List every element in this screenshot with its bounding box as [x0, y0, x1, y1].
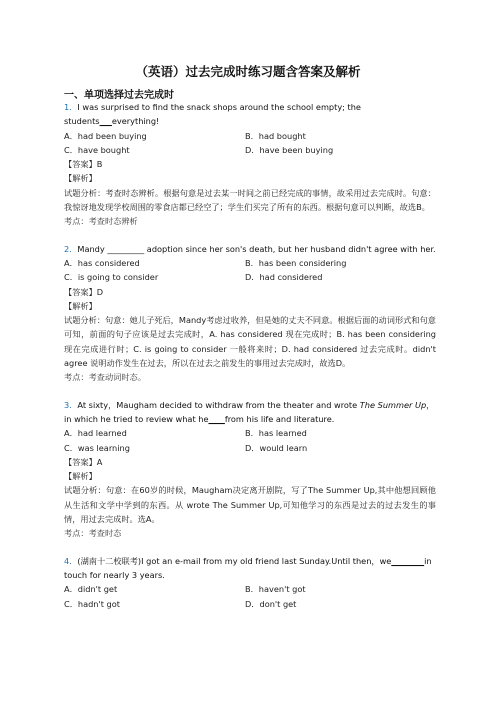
- document-title: （英语）过去完成时练习题含答案及解析: [135, 64, 361, 79]
- option-b: B．had bought: [245, 130, 306, 141]
- stem-text: in touch for nearly 3 years.: [64, 555, 432, 580]
- stem-text: I got an e-mail from my old friend last Sunday.Until then，we: [141, 555, 392, 566]
- answer-blank: ________: [391, 555, 425, 566]
- option-c: C．hadn't got: [64, 598, 120, 609]
- stem-text: I was surprised to find the snack shops around the school empty; the students: [64, 102, 361, 127]
- option-b: B．has learned: [245, 428, 307, 439]
- options: [64, 129, 436, 158]
- stem-text: adoption since her son's death, but her husband didn't agree with her.: [146, 243, 436, 254]
- analysis-text: 试题分析：考查时态辨析。根据句意是过去某一时间之前已经完成的事情，故采用过去完成时。句意：我惊讶地发现学校周围的零食店都已经空了；学生们买完了所有的东西。根据句意可以判断，故选B。: [64, 187, 436, 213]
- option-d: D．don't get: [245, 598, 297, 609]
- option-a: A．had learned: [64, 428, 127, 439]
- question-list: [64, 100, 436, 611]
- answer: 【答案】A: [64, 456, 103, 467]
- answer-blank: ____: [208, 413, 225, 424]
- answer: 【答案】D: [64, 286, 104, 297]
- stem-text: Mandy: [77, 243, 105, 254]
- option-d: D．would learn: [245, 442, 308, 453]
- analysis-tag: 【解析】: [64, 300, 97, 311]
- option-c: C．was learning: [64, 442, 130, 453]
- knowledge-point: 考点：考查时态: [64, 528, 122, 539]
- question-stem: [64, 242, 436, 256]
- analysis-text: 试题分析：句意：在60岁的时候，Maugham决定离开剧院，写了The Summer Up,其中他想回顾他从生活和文学中学到的东西。从 wrote The Summer Up,可知他学习的东西是过去的过去发生的事情，用过去完成时。选A。: [64, 485, 436, 525]
- option-a: A．has considered: [64, 257, 140, 268]
- option-b: B．haven't got: [245, 584, 306, 595]
- question-2: [64, 242, 436, 385]
- question-1: [64, 100, 436, 229]
- knowledge-point: 考点：考查时态辨析: [64, 216, 138, 227]
- option-a: A．didn't get: [64, 584, 118, 595]
- answer: 【答案】B: [64, 159, 103, 170]
- option-c: C．have bought: [64, 144, 130, 155]
- analysis-tag: 【解析】: [64, 173, 97, 184]
- question-number: 1．: [64, 102, 78, 112]
- question-stem: [64, 398, 436, 427]
- analysis-text: 试题分析：句意：她儿子死后，Mandy考虑过收养，但是她的丈夫不同意。根据后面的动词形式和句意可知，前面的句子应该是过去完成时，A. has considered 现在完成时；B. has been considering 现在完成进行时；C. is going to consider 一般将来时；D. had considered 过去完成时。didn't agree 说明动作发生在过去，所以在过去之前发生的事用过去完成时，故选D。: [64, 315, 436, 369]
- analysis-tag: 【解析】: [64, 471, 97, 482]
- answer-blank: _________: [107, 243, 145, 254]
- source-tag: (湖南十二校联考): [77, 555, 142, 566]
- options: [64, 426, 436, 455]
- options: [64, 582, 436, 611]
- knowledge-point: 考点：考查动词时态。: [64, 372, 146, 383]
- question-4: [64, 554, 436, 611]
- question-3: [64, 398, 436, 541]
- option-c: C．is going to consider: [64, 272, 159, 283]
- question-stem: [64, 554, 436, 583]
- stem-text: At sixty，Maugham decided to withdraw from the theater and wrote: [77, 399, 358, 410]
- question-stem: [64, 100, 436, 129]
- section-heading: 一、单项选择过去完成时: [64, 90, 174, 101]
- question-number: 4．: [64, 555, 78, 566]
- question-number: 2．: [64, 243, 78, 254]
- options: [64, 256, 436, 285]
- stem-text: ，in which he tried to review what he: [64, 399, 435, 424]
- option-b: B．has been considering: [245, 257, 347, 268]
- option-a: A．had been buying: [64, 130, 147, 141]
- option-d: D．had considered: [245, 272, 323, 283]
- stem-text: everything!: [111, 116, 160, 127]
- answer-blank: ___: [99, 116, 112, 127]
- option-d: D．have been buying: [245, 144, 334, 155]
- book-title: The Summer Up: [359, 399, 427, 410]
- stem-text: from his life and literature.: [224, 413, 335, 424]
- question-number: 3．: [64, 399, 78, 410]
